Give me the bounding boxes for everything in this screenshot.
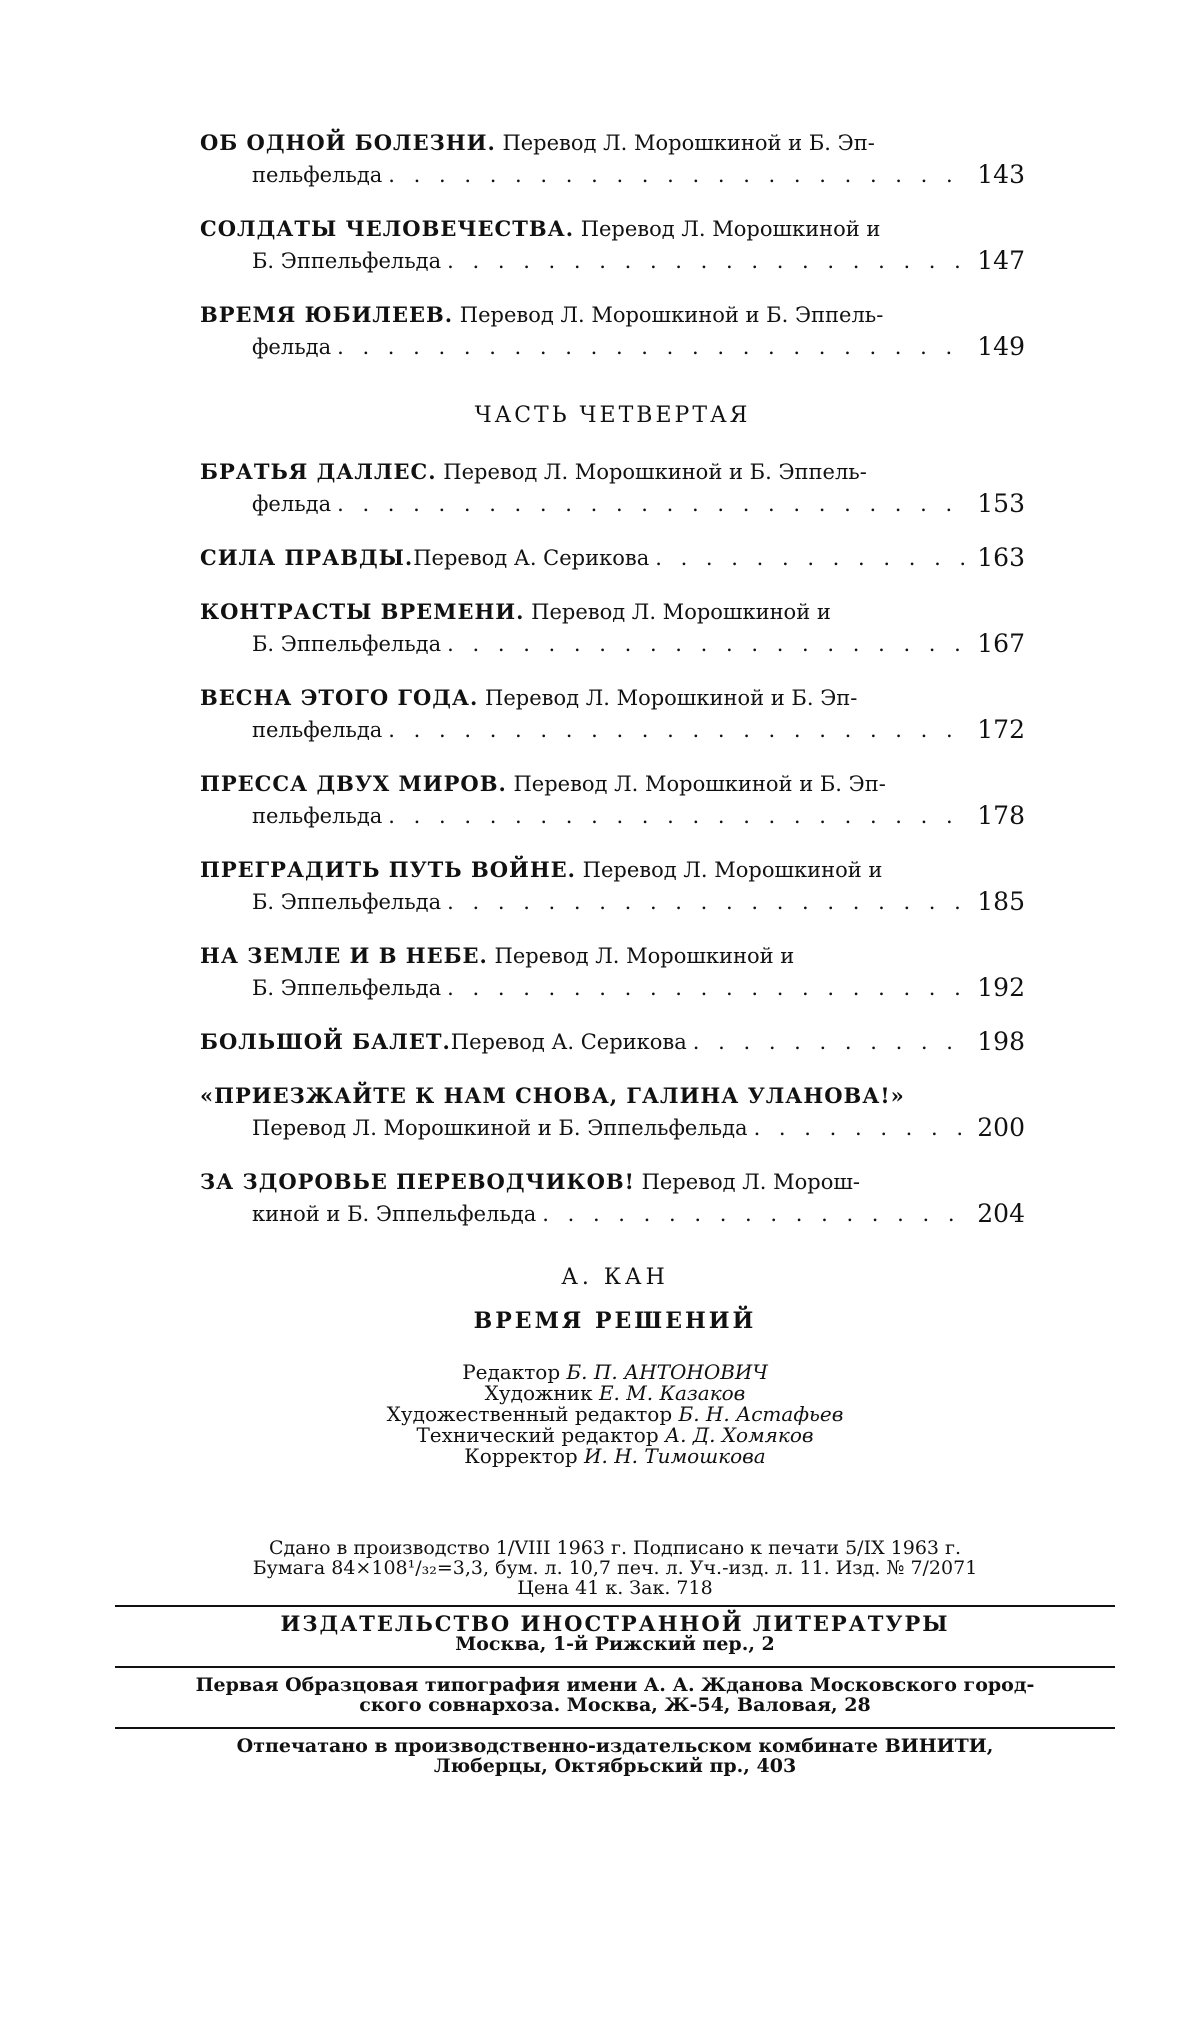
imprint-line: Сдано в производство 1/VIII 1963 г. Подписано к печати 5/IX 1963 г. (268, 1537, 962, 1559)
toc-entry-title: ОБ ОДНОЙ БОЛЕЗНИ. (200, 130, 496, 155)
toc-entry-title: БОЛЬШОЙ БАЛЕТ. (200, 1029, 451, 1054)
toc-entry-line (200, 127, 965, 159)
publisher-address: Москва, 1-й Рижский пер., 2 (455, 1633, 775, 1655)
toc-entry-line (200, 628, 965, 660)
toc-entry (200, 1166, 1025, 1230)
book-title: ВРЕМЯ РЕШЕНИЙ (473, 1308, 757, 1334)
toc-entry-page-number: 204 (977, 1199, 1025, 1228)
credit-name: А. Д. Хомяков (664, 1423, 814, 1447)
toc-entry-continuation: Перевод Л. Морошкиной и Б. Эппельфельда (252, 1116, 748, 1140)
toc-entry-line (200, 800, 965, 832)
toc-entry-line (200, 299, 965, 331)
toc-entry-line (200, 1080, 965, 1112)
divider (115, 1666, 1115, 1668)
toc-entry-translator: Перевод Л. Морош- (634, 1170, 860, 1194)
toc-entry-translator: Перевод А. Серикова (413, 546, 650, 570)
toc-entry-continuation: Б. Эппельфельда (252, 890, 442, 914)
dot-leader (693, 1026, 965, 1058)
divider (115, 1727, 1115, 1729)
toc-entry-title: ВЕСНА ЭТОГО ГОДА. (200, 685, 479, 710)
toc-entry-page-number: 200 (977, 1113, 1025, 1142)
credit-role: Художник (484, 1381, 599, 1405)
printed-by-line: Отпечатано в производственно-издательском комбинате ВИНИТИ, (236, 1735, 994, 1757)
publisher-name: ИЗДАТЕЛЬСТВО ИНОСТРАННОЙ ЛИТЕРАТУРЫ (280, 1611, 950, 1636)
colophon (115, 1265, 1115, 1467)
toc-entry-line (200, 213, 965, 245)
table-of-contents (200, 127, 1025, 1252)
toc-entry-translator: Перевод А. Серикова (450, 1030, 687, 1054)
toc-entry (200, 768, 1025, 832)
toc-entry-page-number: 163 (977, 543, 1025, 572)
credit-line (115, 1425, 1115, 1446)
toc-entry-line (200, 596, 965, 628)
toc-entry-title: СОЛДАТЫ ЧЕЛОВЕЧЕСТВА. (200, 216, 575, 241)
printer-line: Первая Образцовая типография имени А. А. Жданова Московского город- (195, 1674, 1035, 1696)
toc-entry-line (200, 940, 965, 972)
toc-entry-line (200, 542, 965, 574)
credit-role: Редактор (462, 1360, 567, 1384)
toc-entry-translator: Перевод Л. Морошкиной и Б. Эп- (506, 772, 886, 796)
toc-entry-line (200, 488, 965, 520)
toc-entry (200, 596, 1025, 660)
toc-entry-translator: Перевод Л. Морошкиной и Б. Эп- (478, 686, 858, 710)
toc-entry-page-number: 192 (977, 973, 1025, 1002)
toc-entry-title: ПРЕССА ДВУХ МИРОВ. (200, 771, 507, 796)
credit-line (115, 1404, 1115, 1425)
dot-leader (542, 1198, 965, 1230)
credit-role: Художественный редактор (386, 1402, 679, 1426)
toc-entry-title: СИЛА ПРАВДЫ. (200, 545, 414, 570)
credit-name: Б. П. АНТОНОВИЧ (566, 1360, 768, 1384)
toc-entry-title: КОНТРАСТЫ ВРЕМЕНИ. (200, 599, 525, 624)
toc-entry-page-number: 185 (977, 887, 1025, 916)
dot-leader (337, 488, 965, 520)
toc-entry-page-number: 167 (977, 629, 1025, 658)
toc-entry (200, 682, 1025, 746)
toc-entry-continuation: фельда (252, 335, 332, 359)
toc-entry (200, 299, 1025, 363)
toc-entry-line (200, 682, 965, 714)
toc-entry-translator: Перевод Л. Морошкиной и (576, 858, 883, 882)
dot-leader (388, 714, 965, 746)
toc-entry-translator: Перевод Л. Морошкиной и (487, 944, 795, 968)
toc-entry-line (200, 1198, 965, 1230)
toc-entry-line (200, 245, 965, 277)
toc-entry-title: БРАТЬЯ ДАЛЛЕС. (200, 459, 437, 484)
toc-entry (200, 542, 1025, 574)
toc-entry (200, 456, 1025, 520)
toc-entry (200, 1080, 1025, 1144)
toc-entry (200, 127, 1025, 191)
printer-line: ского совнархоза. Москва, Ж-54, Валовая, 28 (359, 1694, 871, 1716)
dot-leader (447, 886, 965, 918)
toc-entry-page-number: 149 (977, 332, 1025, 361)
toc-entry-translator: Перевод Л. Морошкиной и Б. Эп- (495, 131, 875, 155)
dot-leader (447, 972, 965, 1004)
printed-by-line: Люберцы, Октябрьский пр., 403 (433, 1755, 797, 1777)
toc-entry-line (200, 159, 965, 191)
dot-leader (388, 800, 965, 832)
toc-entry-continuation: пельфельда (252, 718, 383, 742)
toc-entry-line (200, 768, 965, 800)
dot-leader (655, 542, 965, 574)
toc-entry-title: НА ЗЕМЛЕ И В НЕБЕ. (200, 943, 488, 968)
dot-leader (447, 628, 965, 660)
credit-line (115, 1446, 1115, 1467)
toc-entry-title: ЗА ЗДОРОВЬЕ ПЕРЕВОДЧИКОВ! (200, 1169, 635, 1194)
toc-entry-continuation: пельфельда (252, 163, 383, 187)
toc-entry-title: ВРЕМЯ ЮБИЛЕЕВ. (200, 302, 454, 327)
toc-entry-line (200, 1026, 965, 1058)
toc-section-previous (200, 127, 1025, 363)
toc-entry-translator: Перевод Л. Морошкиной и (574, 217, 881, 241)
dot-leader (447, 245, 965, 277)
toc-entry (200, 940, 1025, 1004)
part-heading: ЧАСТЬ ЧЕТВЕРТАЯ (474, 403, 751, 428)
toc-entry-translator: Перевод Л. Морошкиной и Б. Эппель- (436, 460, 867, 484)
imprint-line: Бумага 84×108¹/₃₂=3,3, бум. л. 10,7 печ. л. Уч.-изд. л. 11. Изд. № 7/2071 (252, 1557, 978, 1579)
toc-entry (200, 854, 1025, 918)
toc-entry-line (200, 331, 965, 363)
dot-leader (337, 331, 965, 363)
credit-line (115, 1383, 1115, 1404)
toc-entry-line (200, 1112, 965, 1144)
toc-entry-continuation: Б. Эппельфельда (252, 249, 442, 273)
toc-entry-page-number: 147 (977, 246, 1025, 275)
credit-role: Технический редактор (416, 1423, 665, 1447)
toc-entry-continuation: Б. Эппельфельда (252, 976, 442, 1000)
toc-entry-continuation: пельфельда (252, 804, 383, 828)
toc-entry-continuation: Б. Эппельфельда (252, 632, 442, 656)
toc-entry-continuation: киной и Б. Эппельфельда (252, 1202, 537, 1226)
toc-entry-line (200, 854, 965, 886)
credit-role: Корректор (464, 1444, 585, 1468)
toc-entry-title: «ПРИЕЗЖАЙТЕ К НАМ СНОВА, ГАЛИНА УЛАНОВА!» (200, 1083, 905, 1108)
imprint-line: Цена 41 к. Зак. 718 (517, 1577, 713, 1599)
toc-entry-page-number: 198 (977, 1027, 1025, 1056)
toc-entry-line (200, 714, 965, 746)
toc-entry-translator: Перевод Л. Морошкиной и Б. Эппель- (453, 303, 884, 327)
credit-name: Е. М. Казаков (598, 1381, 746, 1405)
divider (115, 1605, 1115, 1607)
toc-entry-translator: Перевод Л. Морошкиной и (524, 600, 831, 624)
toc-entry-line (200, 972, 965, 1004)
credit-name: Б. Н. Астафьев (678, 1402, 844, 1426)
dot-leader (388, 159, 965, 191)
toc-entry-line (200, 886, 965, 918)
toc-section-part-four (200, 456, 1025, 1230)
imprint (115, 1538, 1115, 1776)
toc-entry (200, 1026, 1025, 1058)
credits-list (115, 1362, 1115, 1467)
toc-entry (200, 213, 1025, 277)
toc-entry-page-number: 153 (977, 489, 1025, 518)
book-author: А. КАН (561, 1265, 669, 1290)
credit-name: И. Н. Тимошкова (584, 1444, 766, 1468)
toc-entry-line (200, 1166, 965, 1198)
dot-leader (754, 1112, 965, 1144)
toc-entry-page-number: 172 (977, 715, 1025, 744)
toc-entry-continuation: фельда (252, 492, 332, 516)
credit-line (115, 1362, 1115, 1383)
toc-entry-page-number: 143 (977, 160, 1025, 189)
toc-entry-line (200, 456, 965, 488)
toc-entry-title: ПРЕГРАДИТЬ ПУТЬ ВОЙНЕ. (200, 857, 576, 882)
toc-entry-page-number: 178 (977, 801, 1025, 830)
